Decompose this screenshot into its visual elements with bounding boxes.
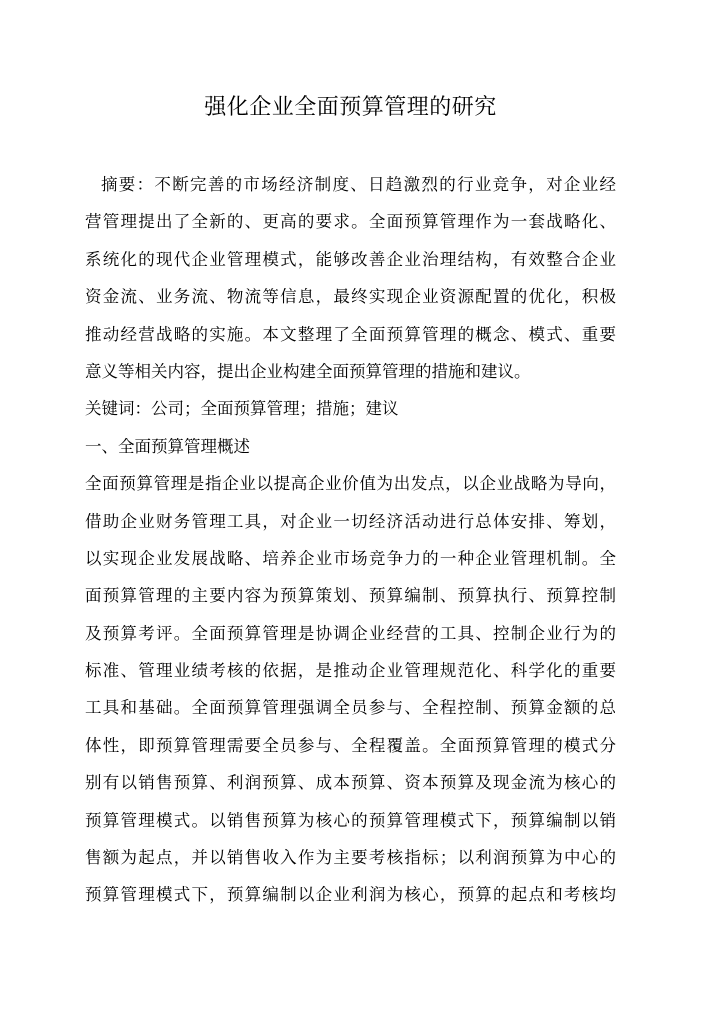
body-line: 以实现企业发展战略、培养企业市场竞争力的一种企业管理机制。全 <box>85 548 616 568</box>
document-body <box>85 166 616 914</box>
section-heading-one: 一、全面预算管理概述 <box>85 436 250 456</box>
page-title: 强化企业全面预算管理的研究 <box>204 95 497 120</box>
abstract-line: 系统化的现代企业管理模式，能够改善企业治理结构，有效整合企业 <box>85 249 616 269</box>
abstract-line: 意义等相关内容，提出企业构建全面预算管理的措施和建议。 <box>85 361 531 381</box>
body-line: 体性，即预算管理需要全员参与、全程覆盖。全面预算管理的模式分 <box>85 735 616 755</box>
abstract-line: 营管理提出了全新的、更高的要求。全面预算管理作为一套战略化、 <box>85 212 616 232</box>
body-line: 及预算考评。全面预算管理是协调企业经营的工具、控制企业行为的 <box>85 623 616 643</box>
abstract-line: 摘要：不断完善的市场经济制度、日趋激烈的行业竞争，对企业经 <box>101 175 616 194</box>
abstract-line: 资金流、业务流、物流等信息，最终实现企业资源配置的优化，积极 <box>85 287 616 307</box>
body-line: 预算管理模式。以销售预算为核心的预算管理模式下，预算编制以销 <box>85 810 616 830</box>
body-line: 借助企业财务管理工具，对企业一切经济活动进行总体安排、筹划， <box>85 511 616 531</box>
abstract-line: 推动经营战略的实施。本文整理了全面预算管理的概念、模式、重要 <box>85 324 616 344</box>
keywords-line: 关键词：公司；全面预算管理；措施；建议 <box>85 399 399 419</box>
body-line: 全面预算管理是指企业以提高企业价值为出发点，以企业战略为导向， <box>85 474 616 494</box>
body-line: 面预算管理的主要内容为预算策划、预算编制、预算执行、预算控制 <box>85 586 616 606</box>
body-line: 别有以销售预算、利润预算、成本预算、资本预算及现金流为核心的 <box>85 773 616 793</box>
body-line: 售额为起点，并以销售收入作为主要考核指标；以利润预算为中心的 <box>85 848 616 868</box>
body-line: 标准、管理业绩考核的依据，是推动企业管理规范化、科学化的重要 <box>85 661 616 681</box>
abstract-paragraph <box>85 166 616 390</box>
body-line: 预算管理模式下，预算编制以企业利润为核心，预算的起点和考核均 <box>85 885 616 905</box>
section-one-paragraph <box>85 465 616 914</box>
body-line: 工具和基础。全面预算管理强调全员参与、全程控制、预算金额的总 <box>85 698 616 718</box>
